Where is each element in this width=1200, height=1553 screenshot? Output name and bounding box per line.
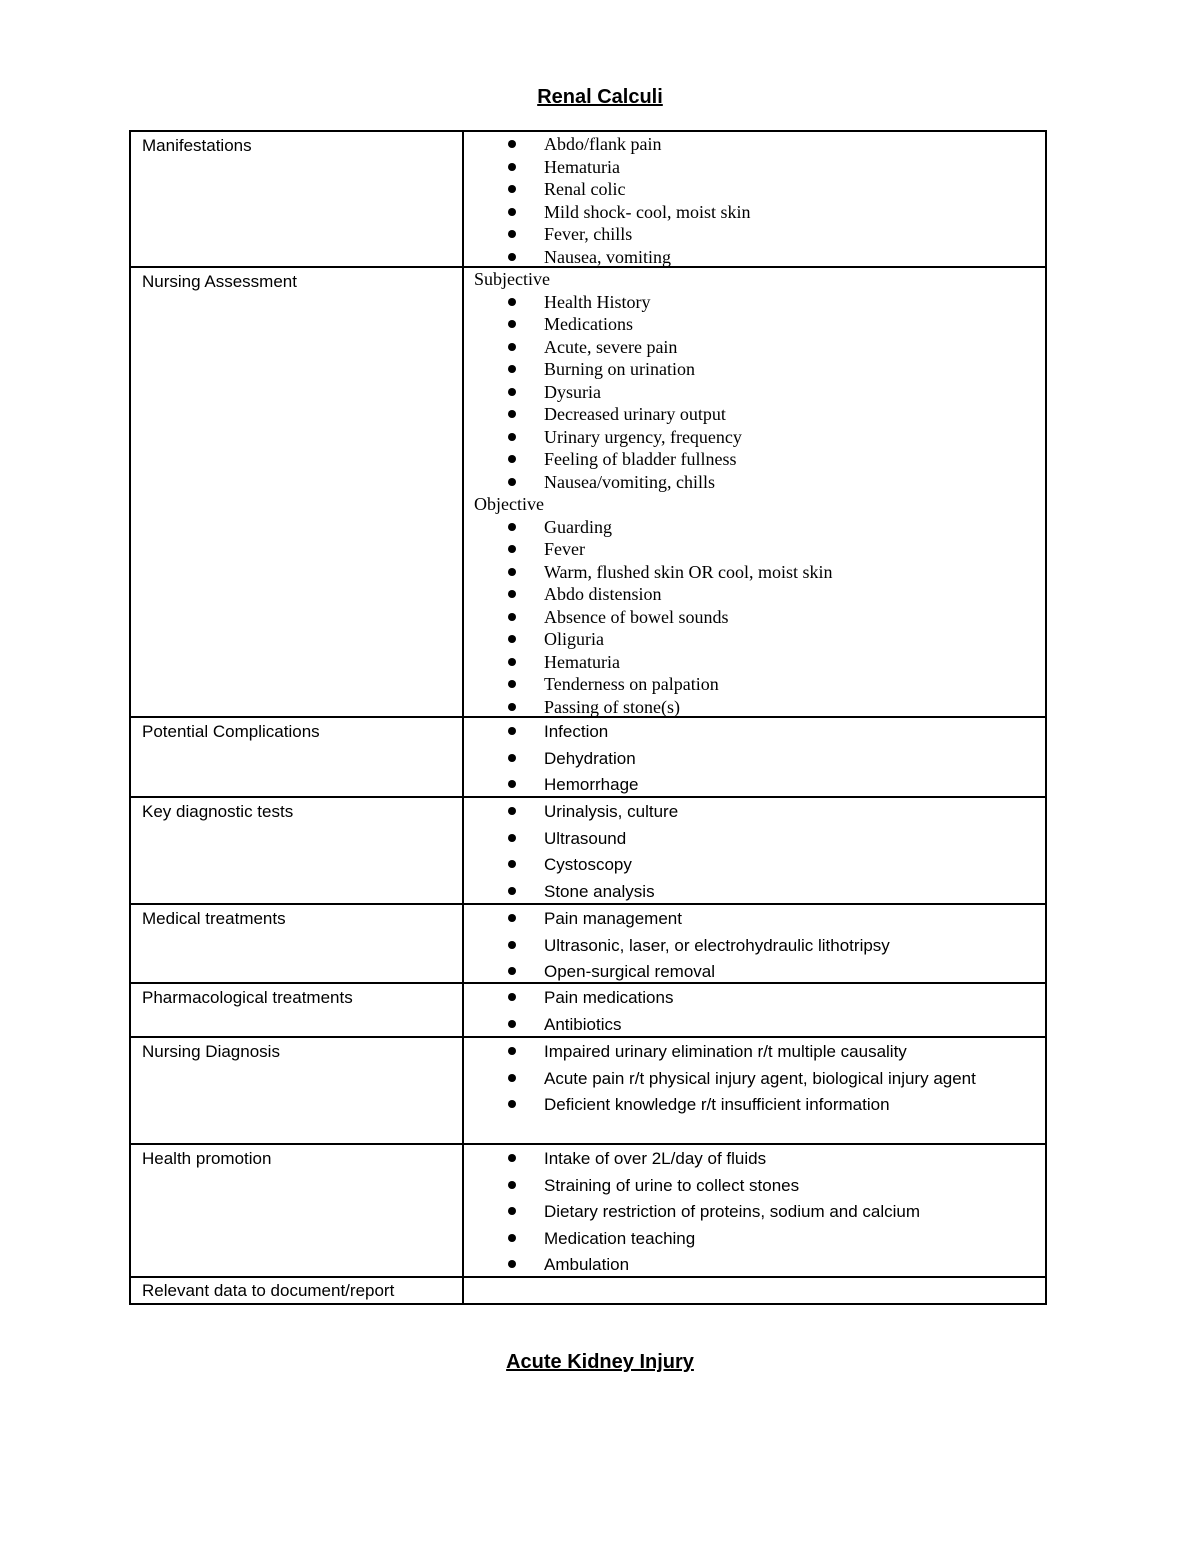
table-row-pharmacological-treatments	[129, 982, 1047, 1038]
list-item: Medications	[464, 313, 1045, 336]
list-item: Burning on urination	[464, 358, 1045, 381]
list-item: Nausea, vomiting	[464, 246, 1045, 269]
row-content	[464, 798, 1045, 903]
row-label: Medical treatments	[131, 905, 464, 982]
list-item: Antibiotics	[464, 1012, 1045, 1039]
row-content	[464, 718, 1045, 796]
list-item: Guarding	[464, 516, 1045, 539]
list-item: Hematuria	[464, 156, 1045, 179]
row-label: Manifestations	[131, 132, 464, 266]
subjective-heading: Subjective	[474, 269, 550, 289]
table-row-potential-complications	[129, 716, 1047, 798]
list-item: Open-surgical removal	[464, 959, 1045, 986]
list-item: Renal colic	[464, 178, 1045, 201]
list-item: Hematuria	[464, 651, 1045, 674]
list-item: Abdo distension	[464, 583, 1045, 606]
list-item: Impaired urinary elimination r/t multiple causality	[464, 1039, 1015, 1066]
table-row-health-promotion	[129, 1143, 1047, 1278]
list-item: Dehydration	[464, 746, 1045, 773]
bullet-list	[464, 1038, 1045, 1119]
list-item: Decreased urinary output	[464, 403, 1045, 426]
bullet-list-subjective	[464, 291, 1045, 494]
list-item: Mild shock- cool, moist skin	[464, 201, 1045, 224]
list-item: Pain medications	[464, 985, 1045, 1012]
list-item: Ultrasound	[464, 826, 1045, 853]
list-item: Fever, chills	[464, 223, 1045, 246]
bullet-list	[464, 718, 1045, 799]
list-item: Acute, severe pain	[464, 336, 1045, 359]
list-item: Tenderness on palpation	[464, 673, 1045, 696]
row-label: Nursing Assessment	[131, 268, 464, 716]
list-item: Deficient knowledge r/t insufficient information	[464, 1092, 1015, 1119]
list-item: Infection	[464, 719, 1045, 746]
list-item: Medication teaching	[464, 1226, 1045, 1253]
list-item: Fever	[464, 538, 1045, 561]
list-item: Urinalysis, culture	[464, 799, 1045, 826]
bullet-list	[464, 1145, 1045, 1279]
table-row-manifestations	[129, 130, 1047, 268]
list-item: Dysuria	[464, 381, 1045, 404]
list-item: Passing of stone(s)	[464, 696, 1045, 719]
list-item: Health History	[464, 291, 1045, 314]
bullet-list	[464, 132, 1045, 268]
table-row-relevant-data	[129, 1276, 1047, 1305]
row-content	[464, 1145, 1045, 1276]
table-row-key-diagnostic-tests	[129, 796, 1047, 905]
row-content	[464, 132, 1045, 266]
list-item: Ultrasonic, laser, or electrohydraulic lithotripsy	[464, 933, 1045, 960]
row-content	[464, 268, 1045, 716]
list-item: Feeling of bladder fullness	[464, 448, 1045, 471]
row-content	[464, 984, 1045, 1036]
objective-heading: Objective	[474, 494, 544, 514]
table-row-medical-treatments	[129, 903, 1047, 984]
list-item: Ambulation	[464, 1252, 1045, 1279]
list-item: Cystoscopy	[464, 852, 1045, 879]
section-title-acute-kidney-injury: Acute Kidney Injury	[506, 1351, 694, 1373]
list-item: Pain management	[464, 906, 1045, 933]
list-item: Stone analysis	[464, 879, 1045, 906]
row-content	[464, 1038, 1045, 1143]
bullet-list-objective	[464, 516, 1045, 719]
row-content-empty	[464, 1278, 1045, 1303]
list-item: Intake of over 2L/day of fluids	[464, 1146, 1045, 1173]
bullet-list	[464, 905, 1045, 986]
list-item: Urinary urgency, frequency	[464, 426, 1045, 449]
list-item: Absence of bowel sounds	[464, 606, 1045, 629]
row-label: Nursing Diagnosis	[131, 1038, 464, 1143]
list-item: Oliguria	[464, 628, 1045, 651]
bullet-list	[464, 798, 1045, 905]
list-item: Acute pain r/t physical injury agent, biological injury agent	[464, 1066, 1015, 1093]
list-item: Straining of urine to collect stones	[464, 1173, 1045, 1200]
row-label: Pharmacological treatments	[131, 984, 464, 1036]
row-label: Potential Complications	[131, 718, 464, 796]
list-item: Abdo/flank pain	[464, 133, 1045, 156]
table-row-nursing-assessment	[129, 266, 1047, 718]
bullet-list	[464, 984, 1045, 1038]
row-label: Health promotion	[131, 1145, 464, 1276]
row-label: Relevant data to document/report	[131, 1278, 464, 1303]
table-row-nursing-diagnosis	[129, 1036, 1047, 1145]
row-content	[464, 905, 1045, 982]
list-item: Dietary restriction of proteins, sodium and calcium	[464, 1199, 1045, 1226]
section-title-renal-calculi: Renal Calculi	[537, 86, 663, 108]
list-item: Hemorrhage	[464, 772, 1045, 799]
list-item: Nausea/vomiting, chills	[464, 471, 1045, 494]
row-label: Key diagnostic tests	[131, 798, 464, 903]
list-item: Warm, flushed skin OR cool, moist skin	[464, 561, 1045, 584]
